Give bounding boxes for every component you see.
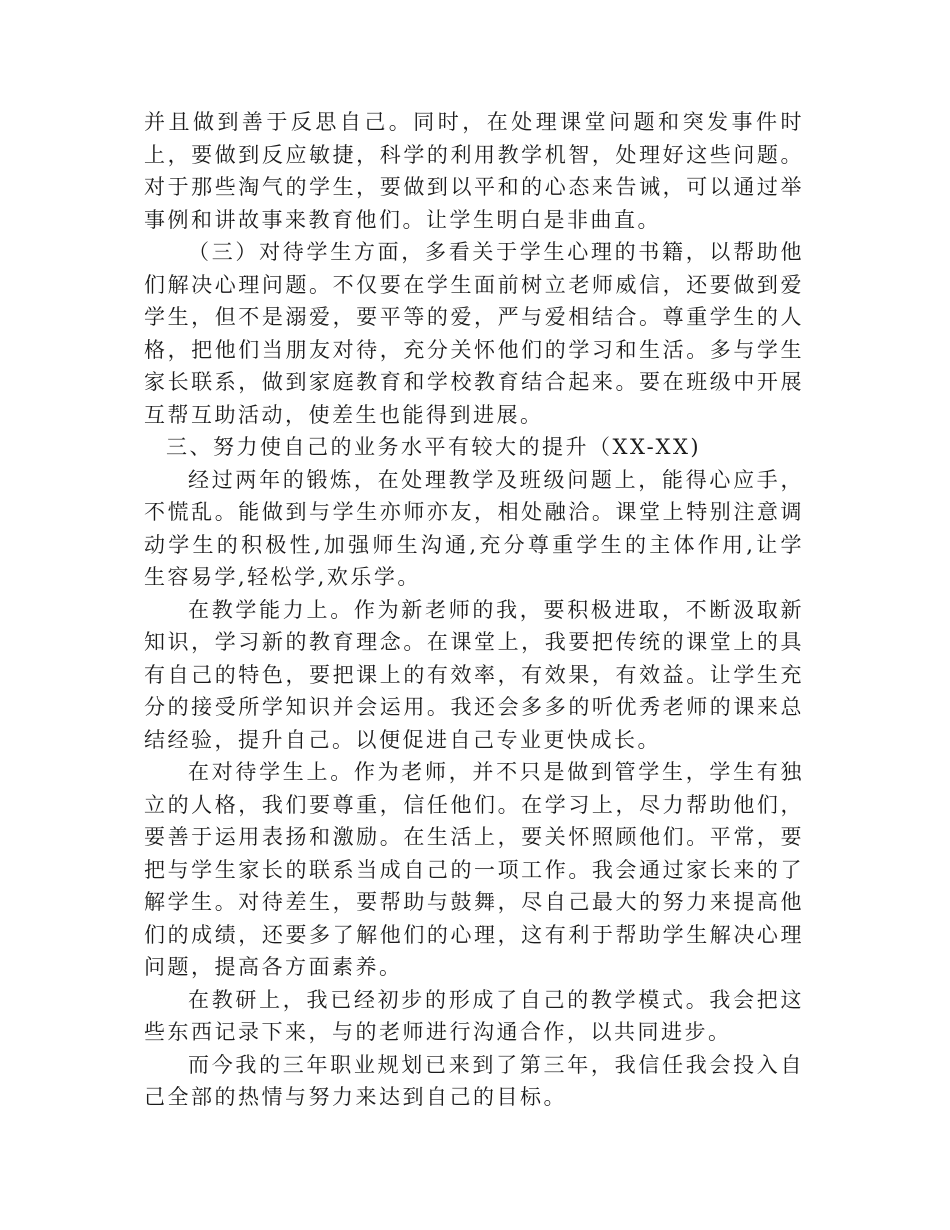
section-heading-improve-skills: 三、努力使自己的业务水平有较大的提升（XX-XX) <box>166 435 702 459</box>
paragraph-two-years-training: 经过两年的锻炼，在处理教学及班级问题上，能得心应手，不慌乱。能做到与学生亦师亦友，相处融洽。课堂上特别注意调动学生的积极性,加强师生沟通,充分尊重学生的主体作用,让学生容易学,轻松学,欢乐学。 <box>144 467 804 589</box>
paragraph-attitude-to-students: 在对待学生上。作为老师，并不只是做到管学生，学生有独立的人格，我们要尊重，信任他们。在学习上，尽力帮助他们，要善于运用表扬和激励。在生活上，要关怀照顾他们。平常，要把与学生家长的联系当成自己的一项工作。我会通过家长来的了解学生。对待差生，要帮助与鼓舞，尽自己最大的努力来提高他们的成绩，还要多了解他们的心理，这有利于帮助学生解决心理问题，提高各方面素养。 <box>144 760 804 979</box>
paragraph-teaching-ability: 在教学能力上。作为新老师的我，要积极进取，不断汲取新知识，学习新的教育理念。在课堂上，我要把传统的课堂上的具有自己的特色，要把课上的有效率，有效果，有效益。让学生充分的接受所学知识并会运用。我还会多多的听优秀老师的课来总结经验，提升自己。以便促进自己专业更快成长。 <box>144 597 804 752</box>
paragraph-reflection: 并且做到善于反思自己。同时，在处理课堂问题和突发事件时上，要做到反应敏捷，科学的利用教学机智，处理好这些问题。对于那些淘气的学生，要做到以平和的心态来告诫，可以通过举事例和讲故事来教育他们。让学生明白是非曲直。 <box>144 110 804 232</box>
paragraph-teaching-research: 在教研上，我已经初步的形成了自己的教学模式。我会把这些东西记录下来，与的老师进行沟通合作，以共同进步。 <box>144 987 804 1044</box>
paragraph-treating-students: （三）对待学生方面，多看关于学生心理的书籍，以帮助他们解决心理问题。不仅要在学生面前树立老师威信，还要做到爱学生，但不是溺爱，要平等的爱，严与爱相结合。尊重学生的人格，把他们当朋友对待，充分关怀他们的学习和生活。多与学生家长联系，做到家庭教育和学校教育结合起来。要在班级中开展互帮互助活动，使差生也能得到进展。 <box>144 240 804 427</box>
document-body <box>144 106 804 1114</box>
paragraph-third-year-plan: 而今我的三年职业规划已来到了第三年，我信任我会投入自己全部的热情与努力来达到自己的目标。 <box>144 1052 804 1109</box>
